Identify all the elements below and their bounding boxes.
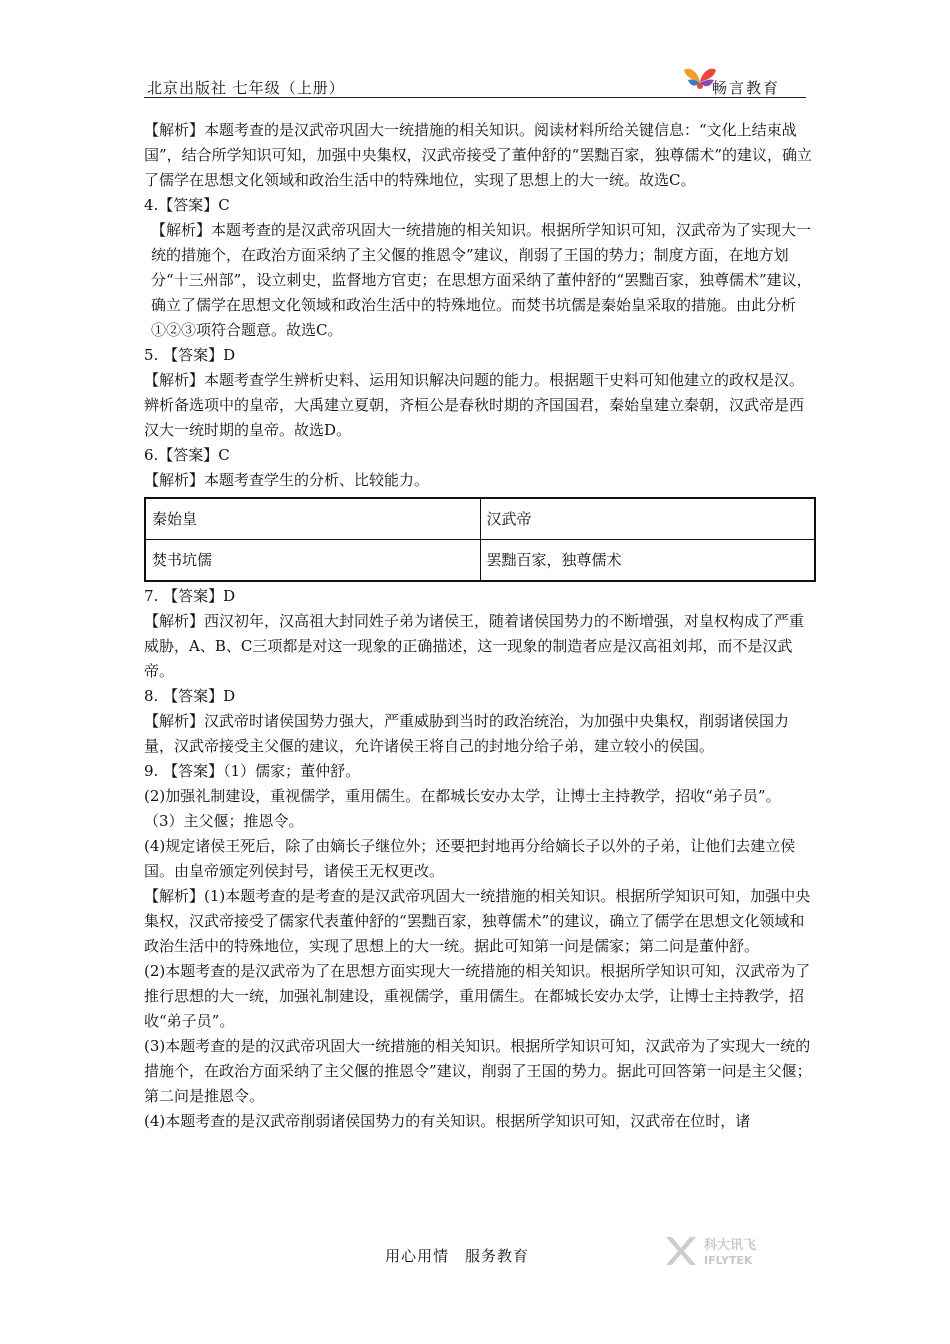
q9-analysis-1: 【解析】(1)本题考查的是考查的是汉武帝巩固大一统措施的相关知识。根据所学知识可知，加强中央集权，汉武帝接受了儒家代表董仲舒的“罢黜百家，独尊儒术”的建议，确立了儒学在思想文化领域和政治生活中的特殊地位，实现了思想上的大一统。据此可知第一问是儒家；第二问是董仲舒。 <box>144 887 811 955</box>
brand-cn: 科大讯飞 <box>704 1238 757 1253</box>
q9-answer-3: （3）主父偃；推恩令。 <box>144 812 304 830</box>
q4-analysis: 【解析】本题考查的是汉武帝巩固大一统措施的相关知识。根据所学知识可知，汉武帝为了实现大一统的措施个，在政治方面采纳了主父偃的推恩令”建议，削弱了王国的势力；制度方面，在地方划分“十三州部”，设立刺史，监督地方官吏；在思想方面采纳了董仲舒的“罢黜百家，独尊儒术”建议，确立了儒学在思想文化领域和政治生活中的特殊地位。而焚书坑儒是秦始皇采取的措施。由此分析①②③项符合题意。故选C。 <box>151 221 812 339</box>
q5-answer: 5. 【答案】D <box>144 346 236 364</box>
q9-analysis-2: (2)本题考查的是汉武帝为了在思想方面实现大一统措施的相关知识。根据所学知识可知，汉武帝为了推行思想的大一统，加强礼制建设，重视儒学，重用儒生。在都城长安办太学，让博士主持教学，招收“弟子员”。 <box>144 962 811 1030</box>
table-cell: 罢黜百家，独尊儒术 <box>480 540 815 582</box>
q9-answer-2: (2)加强礼制建设，重视儒学，重用儒生。在都城长安办太学，让博士主持教学，招收“弟子员”。 <box>144 787 781 805</box>
comparison-table <box>144 497 816 582</box>
header-publisher: 北京出版社 七年级（上册） <box>147 79 345 97</box>
q3-analysis: 【解析】本题考查的是汉武帝巩固大一统措施的相关知识。阅读材料所给关键信息：“文化上结束战国”，结合所学知识可知，加强中央集权，汉武帝接受了董仲舒的“罢黜百家，独尊儒术”的建议，确立了儒学在思想文化领域和政治生活中的特殊地位，实现了思想上的大一统。故选C。 <box>144 121 813 189</box>
q8-analysis: 【解析】汉武帝时诸侯国势力强大，严重威胁到当时的政治统治，为加强中央集权，削弱诸侯国力量，汉武帝接受主父偃的建议，允许诸侯王将自己的封地分给子弟，建立较小的侯国。 <box>144 712 790 755</box>
q6-answer: 6.【答案】C <box>144 446 230 464</box>
q8-answer: 8. 【答案】D <box>144 687 236 705</box>
q4-answer: 4.【答案】C <box>144 196 230 214</box>
q7-analysis: 【解析】西汉初年，汉高祖大封同姓子弟为诸侯王，随着诸侯国势力的不断增强，对皇权构成了严重威胁，A、B、C三项都是对这一现象的正确描述，这一现象的制造者应是汉高祖刘邦，而不是汉武帝。 <box>144 612 805 680</box>
q7-answer: 7. 【答案】D <box>144 587 236 605</box>
q9-answer: 9. 【答案】（1）儒家；董仲舒。 <box>144 762 361 780</box>
table-cell: 秦始皇 <box>145 498 480 540</box>
table-row <box>145 498 815 540</box>
q6-analysis: 【解析】本题考查学生的分析、比较能力。 <box>144 471 430 489</box>
footer-slogan: 用心用情 服务教育 <box>385 1247 530 1265</box>
brand-en: IFLYTEK <box>704 1254 753 1267</box>
iflytek-watermark-logo <box>664 1233 784 1269</box>
q5-analysis: 【解析】本题考查学生辨析史料、运用知识解决问题的能力。根据题干史料可知他建立的政权是汉。辨析备选项中的皇帝，大禹建立夏朝，齐桓公是春秋时期的齐国国君，秦始皇建立秦朝，汉武帝是西汉大一统时期的皇帝。故选D。 <box>144 371 805 439</box>
q9-analysis-4: (4)本题考查的是汉武帝削弱诸侯国势力的有关知识。根据所学知识可知，汉武帝在位时，诸 <box>144 1112 751 1130</box>
header-brand: 畅言教育 <box>712 79 781 97</box>
table-row <box>145 540 815 582</box>
q9-answer-4: (4)规定诸侯王死后，除了由嫡长子继位外；还要把封地再分给嫡长子以外的子弟，让他们去建立侯国。由皇帝颁定列侯封号，诸侯王无权更改。 <box>144 837 796 880</box>
table-cell: 焚书坑儒 <box>145 540 480 582</box>
header-divider <box>144 97 806 98</box>
document-body <box>144 118 812 1134</box>
q9-analysis-3: (3)本题考查的是的汉武帝巩固大一统措施的相关知识。根据所学知识可知，汉武帝为了实现大一统的措施个，在政治方面采纳了主父偃的推恩令”建议，削弱了王国的势力。据此可回答第一问是主父偃；第二问是推恩令。 <box>144 1037 812 1105</box>
table-cell: 汉武帝 <box>480 498 815 540</box>
